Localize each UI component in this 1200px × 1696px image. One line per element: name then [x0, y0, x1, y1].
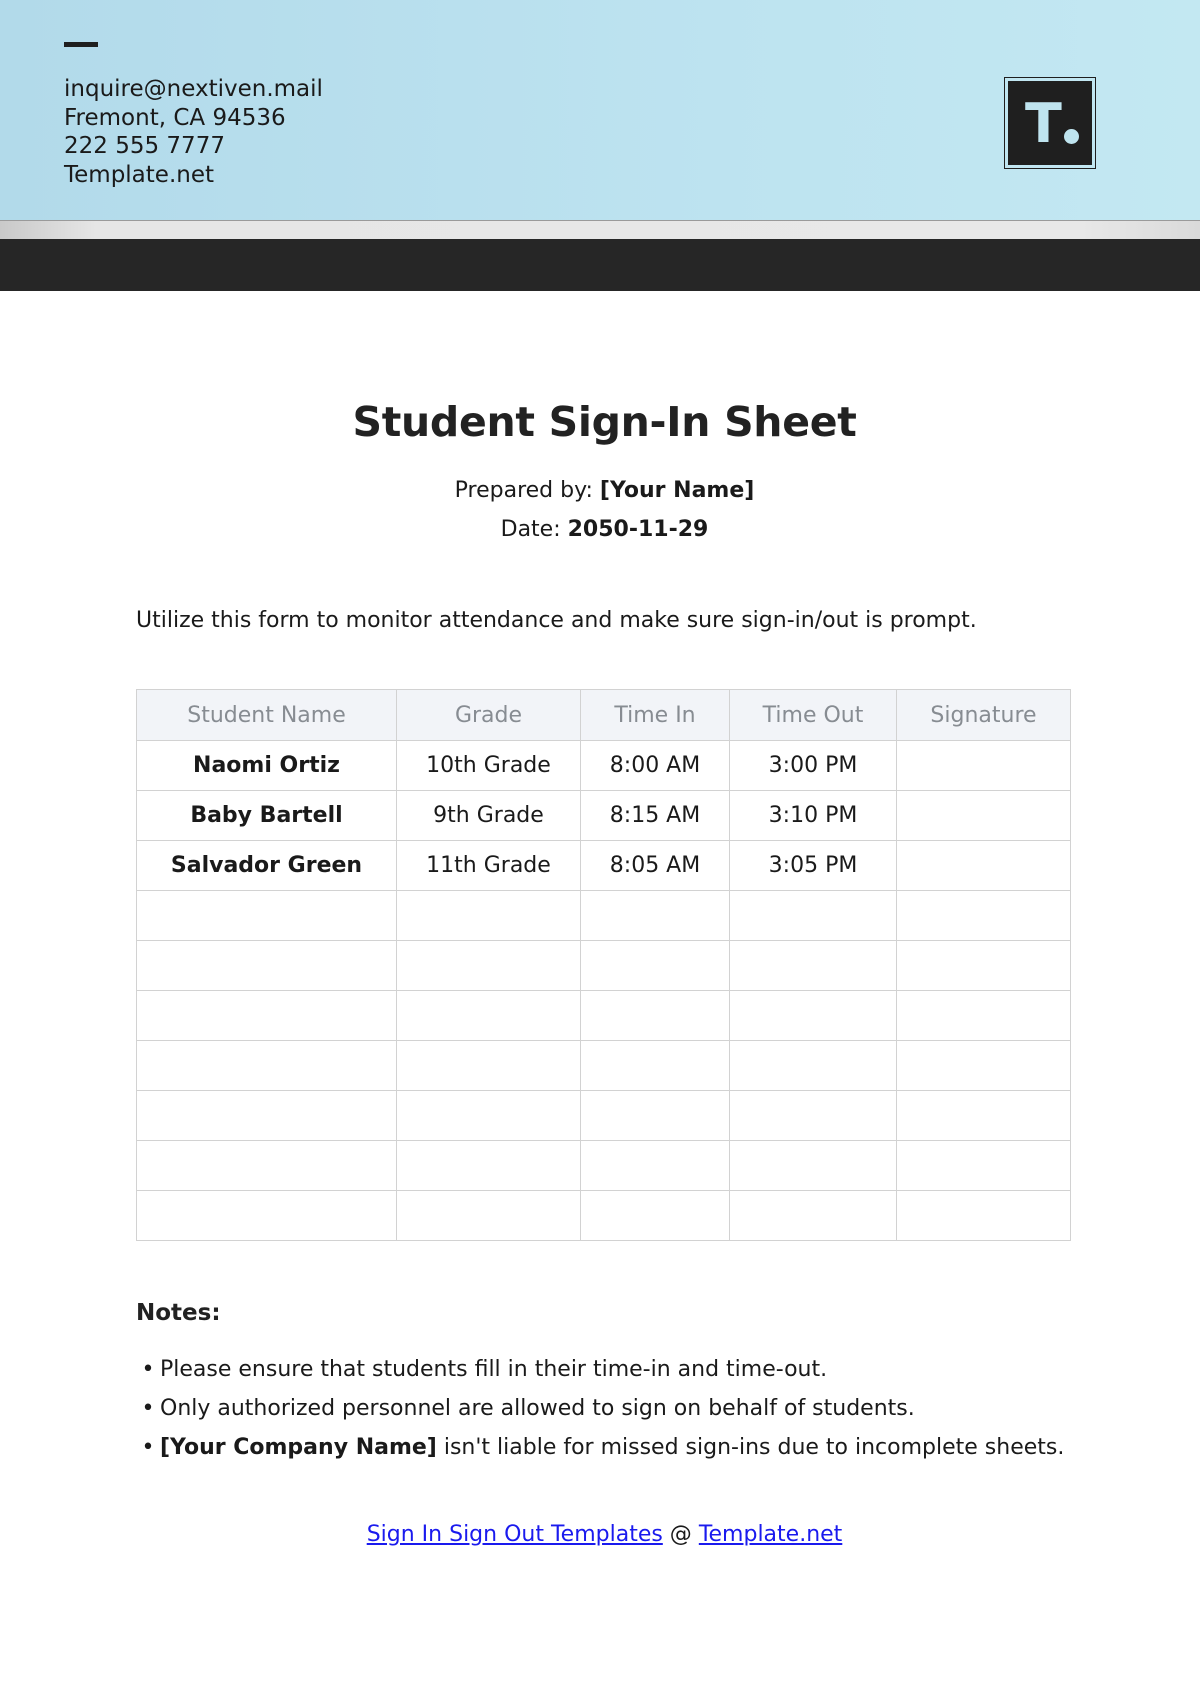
- time-out-cell[interactable]: 3:10 PM: [730, 791, 897, 841]
- table-row-empty: [137, 991, 1071, 1041]
- page-title: Student Sign-In Sheet: [352, 398, 857, 446]
- notes-list: [136, 1350, 1064, 1467]
- contact-email: inquire@nextiven.mail: [64, 76, 323, 102]
- signature-cell[interactable]: [897, 1191, 1071, 1241]
- sign-in-templates-link[interactable]: Sign In Sign Out Templates: [366, 1522, 663, 1547]
- note-item: [136, 1389, 1064, 1428]
- note-item: [136, 1428, 1064, 1467]
- date-label: Date:: [500, 517, 568, 542]
- student-name-cell[interactable]: [137, 1191, 397, 1241]
- grade-cell[interactable]: [397, 891, 581, 941]
- grade-cell[interactable]: [397, 941, 581, 991]
- time-out-cell[interactable]: [730, 1091, 897, 1141]
- column-header-signature: Signature: [897, 690, 1071, 741]
- sign-in-table: [136, 689, 1071, 1241]
- column-header-time-out: Time Out: [730, 690, 897, 741]
- time-in-cell[interactable]: [581, 1191, 730, 1241]
- logo-letter: T: [1025, 92, 1062, 155]
- company-logo: [1004, 77, 1096, 169]
- student-name-cell[interactable]: [137, 1141, 397, 1191]
- student-name-cell[interactable]: [137, 1091, 397, 1141]
- table-row-empty: [137, 1191, 1071, 1241]
- table-header-row: [137, 690, 1071, 741]
- column-header-student-name: Student Name: [137, 690, 397, 741]
- time-out-cell[interactable]: [730, 1041, 897, 1091]
- contact-website: Template.net: [64, 161, 215, 188]
- prepared-by-label: Prepared by:: [454, 478, 600, 503]
- grade-cell[interactable]: 11th Grade: [397, 841, 581, 891]
- student-name-cell[interactable]: [137, 991, 397, 1041]
- grade-cell[interactable]: 9th Grade: [397, 791, 581, 841]
- signature-cell[interactable]: [897, 991, 1071, 1041]
- contact-phone: 222 555 7777: [64, 133, 225, 159]
- table-row: [137, 841, 1071, 891]
- student-name-cell[interactable]: [137, 891, 397, 941]
- table-row-empty: [137, 941, 1071, 991]
- letterhead: [0, 0, 1200, 220]
- header-dash: [64, 42, 98, 47]
- signature-cell[interactable]: [897, 1041, 1071, 1091]
- time-in-cell[interactable]: [581, 891, 730, 941]
- student-name-cell[interactable]: Baby Bartell: [137, 791, 397, 841]
- student-name-cell[interactable]: [137, 1041, 397, 1091]
- signature-cell[interactable]: [897, 941, 1071, 991]
- table-row-empty: [137, 1141, 1071, 1191]
- time-out-cell[interactable]: [730, 991, 897, 1041]
- column-header-grade: Grade: [397, 690, 581, 741]
- notes-heading: Notes:: [136, 1300, 221, 1326]
- table-row: [137, 741, 1071, 791]
- note-bold: [Your Company Name]: [160, 1435, 437, 1460]
- intro-text: Utilize this form to monitor attendance and make sure sign-in/out is prompt.: [136, 608, 977, 633]
- note-item: [136, 1350, 1064, 1389]
- contact-block: [64, 75, 323, 189]
- time-in-cell[interactable]: [581, 1041, 730, 1091]
- time-in-cell[interactable]: 8:05 AM: [581, 841, 730, 891]
- signature-cell[interactable]: [897, 791, 1071, 841]
- time-out-cell[interactable]: [730, 941, 897, 991]
- student-name-cell[interactable]: [137, 941, 397, 991]
- note-text: Only authorized personnel are allowed to sign on behalf of students.: [160, 1396, 915, 1421]
- logo-mark: [1008, 81, 1092, 165]
- date-value: 2050-11-29: [567, 517, 709, 542]
- footer: [0, 1522, 1200, 1547]
- header-grey-band: [0, 220, 1200, 239]
- prepared-by: [0, 478, 1200, 503]
- grade-cell[interactable]: [397, 1141, 581, 1191]
- grade-cell[interactable]: [397, 1091, 581, 1141]
- time-out-cell[interactable]: [730, 891, 897, 941]
- time-out-cell[interactable]: 3:05 PM: [730, 841, 897, 891]
- contact-address: Fremont, CA 94536: [64, 104, 286, 131]
- grade-cell[interactable]: [397, 991, 581, 1041]
- signature-cell[interactable]: [897, 1141, 1071, 1191]
- signature-cell[interactable]: [897, 1091, 1071, 1141]
- time-out-cell[interactable]: 3:00 PM: [730, 741, 897, 791]
- column-header-time-in: Time In: [581, 690, 730, 741]
- document-date: [0, 517, 1200, 542]
- time-in-cell[interactable]: [581, 991, 730, 1041]
- signature-cell[interactable]: [897, 891, 1071, 941]
- bullet-icon: •: [141, 1357, 155, 1382]
- time-in-cell[interactable]: 8:00 AM: [581, 741, 730, 791]
- signature-cell[interactable]: [897, 741, 1071, 791]
- signature-cell[interactable]: [897, 841, 1071, 891]
- time-in-cell[interactable]: [581, 1091, 730, 1141]
- template-net-link[interactable]: Template.net: [698, 1522, 843, 1547]
- note-text: Please ensure that students fill in their time-in and time-out.: [160, 1357, 828, 1382]
- logo-dot: [1064, 129, 1079, 144]
- bullet-icon: •: [141, 1435, 155, 1460]
- time-out-cell[interactable]: [730, 1191, 897, 1241]
- table-row-empty: [137, 1091, 1071, 1141]
- header-dark-band: [0, 239, 1200, 291]
- grade-cell[interactable]: [397, 1041, 581, 1091]
- student-name-cell[interactable]: Salvador Green: [137, 841, 397, 891]
- bullet-icon: •: [141, 1396, 155, 1421]
- table-row: [137, 791, 1071, 841]
- prepared-by-value: [Your Name]: [599, 478, 755, 503]
- time-in-cell[interactable]: [581, 941, 730, 991]
- table-row-empty: [137, 891, 1071, 941]
- footer-separator: @: [662, 1522, 699, 1547]
- grade-cell[interactable]: [397, 1191, 581, 1241]
- student-name-cell[interactable]: Naomi Ortiz: [137, 741, 397, 791]
- time-out-cell[interactable]: [730, 1141, 897, 1191]
- grade-cell[interactable]: 10th Grade: [397, 741, 581, 791]
- table-row-empty: [137, 1041, 1071, 1091]
- time-in-cell[interactable]: 8:15 AM: [581, 791, 730, 841]
- time-in-cell[interactable]: [581, 1141, 730, 1191]
- note-text: isn't liable for missed sign-ins due to incomplete sheets.: [436, 1435, 1065, 1460]
